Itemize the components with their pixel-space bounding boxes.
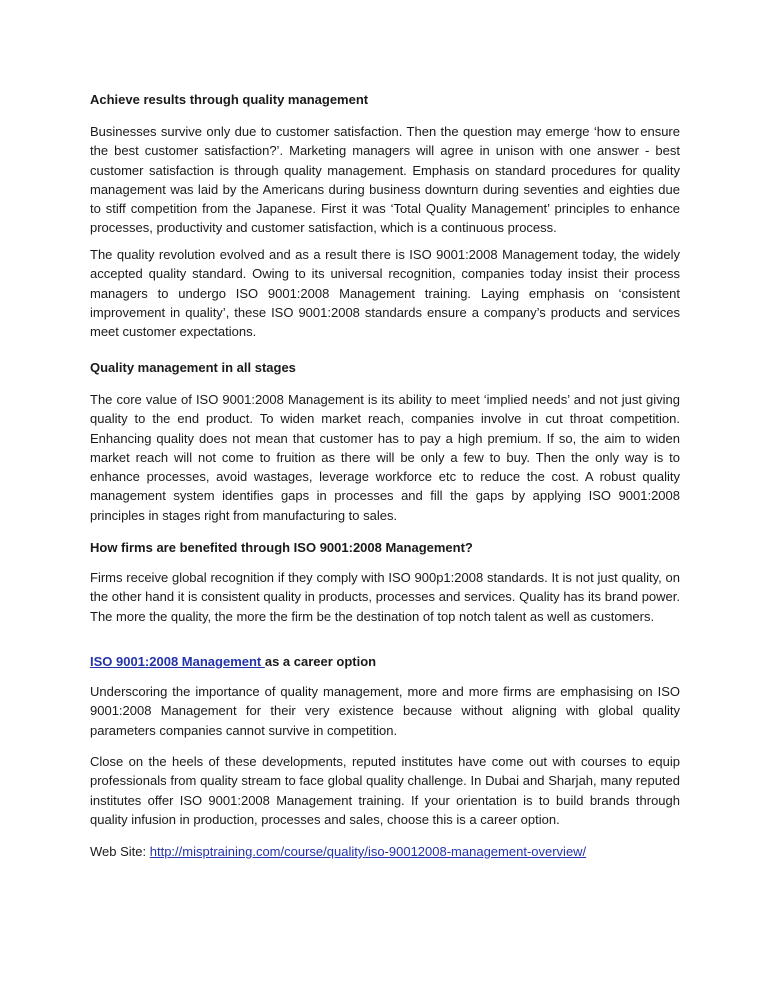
website-label: Web Site:: [90, 844, 150, 859]
section-heading-achieve-results: Achieve results through quality management: [90, 92, 369, 107]
paragraph-quality-revolution: The quality revolution evolved and as a result there is ISO 9001:2008 Management today, the widely accepted quality standard. Owing to its universal recognition, companies today insist their process managers to undergo ISO 9001:2008 Management training. Laying emphasis on ‘consistent improvement in quality’, these ISO 9001:2008 standards ensure a company’s products and services meet customer expectations.: [90, 247, 680, 340]
section-heading-quality-all-stages: Quality management in all stages: [90, 360, 296, 375]
iso-management-link[interactable]: ISO 9001:2008 Management: [90, 654, 265, 669]
section-heading-firms-benefited: How firms are benefited through ISO 9001:2008 Management?: [90, 540, 473, 555]
paragraph-global-recognition: Firms receive global recognition if they comply with ISO 900p1:2008 standards. It is not just quality, on the other hand it is consistent quality in products, processes and services. Quality has its brand power. The more the quality, the more the firm be the destination of top notch talent as well as customers.: [90, 570, 680, 624]
paragraph-customer-satisfaction: Businesses survive only due to customer satisfaction. Then the question may emerge ‘how to ensure the best customer satisfaction?’. Marketing managers will agree in unison with one answer - best customer satisfaction is through quality management. Emphasis on standard procedures for quality management was laid by the Americans during business downturn during seventies and eighties due to stiff competition from the Japanese. First it was ‘Total Quality Management’ principles to enhance processes, productivity and customer satisfaction, which is a continuous process.: [90, 124, 680, 236]
paragraph-core-value: The core value of ISO 9001:2008 Management is its ability to meet ‘implied needs’ and not just giving quality to the end product. To widen market reach, companies involve in cut throat competition. Enhancing quality does not mean that customer has to pay a high premium. If so, the aim to widen market reach will not come to fruition as there will be only a few to buy. Then the only way is to enhance processes, avoid wastages, leverage workforce etc to reduce the cost. A robust quality management system identifies gaps in processes and fill the gaps by applying ISO 9001:2008 principles in stages right from manufacturing to sales.: [90, 392, 680, 523]
paragraph-close-on-heels: Close on the heels of these developments, reputed institutes have come out with courses to equip professionals from quality stream to face global quality challenge. In Dubai and Sharjah, many reputed institutes offer ISO 9001:2008 Management training. If your orientation is to build brands through quality infusion in production, processes and sales, choose this is a career option.: [90, 754, 680, 827]
section-heading-career-option: [90, 654, 376, 670]
website-url-link[interactable]: http://misptraining.com/course/quality/iso-90012008-management-overview/: [149, 844, 587, 859]
website-line: [90, 842, 680, 861]
heading-rest-text: as a career option: [264, 654, 377, 669]
paragraph-underscoring-importance: Underscoring the importance of quality management, more and more firms are emphasising on ISO 9001:2008 Management for their very existence because without aligning with global quality parameters companies cannot survive in competition.: [90, 684, 680, 738]
